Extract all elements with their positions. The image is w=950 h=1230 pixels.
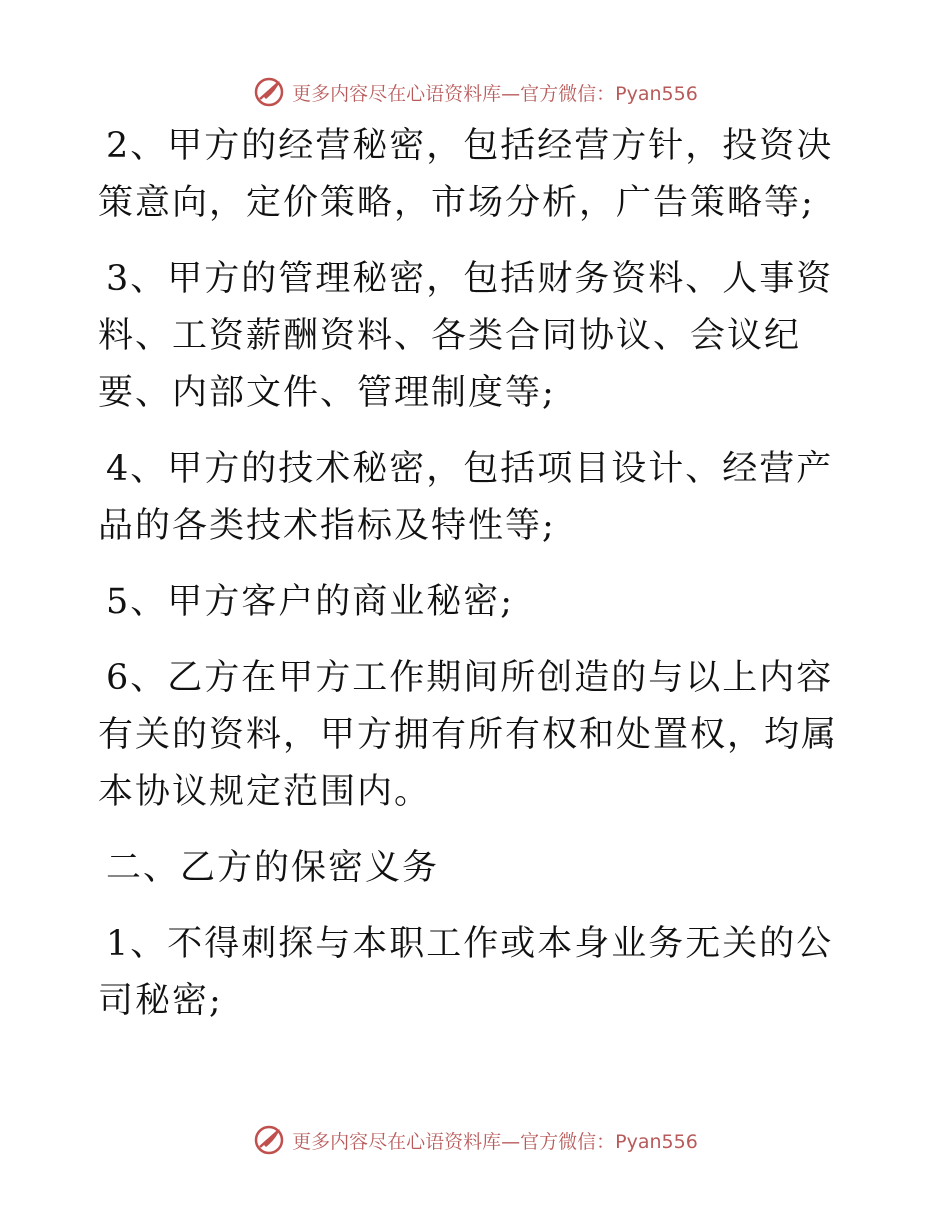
paragraph-item: 4、甲方的技术秘密，包括项目设计、经营产品的各类技术指标及特性等; xyxy=(98,449,834,546)
paragraph-item: 2、甲方的经营秘密，包括经营方针，投资决策意向，定价策略，市场分析，广告策略等; xyxy=(98,126,834,223)
header-watermark xyxy=(0,72,950,112)
quill-logo-icon xyxy=(252,1123,286,1157)
watermark-text: 更多内容尽在心语资料库—官方微信：Pyan556 xyxy=(292,1130,698,1153)
document-body xyxy=(98,118,853,1049)
section-heading: 二、乙方的保密义务 xyxy=(106,848,440,888)
paragraph-item: 6、乙方在甲方工作期间所创造的与以上内容有关的资料，甲方拥有所有权和处置权，均属本协议规定范围内。 xyxy=(98,658,839,812)
paragraph-item: 1、不得刺探与本职工作或本身业务无关的公司秘密; xyxy=(98,924,834,1021)
paragraph-item: 3、甲方的管理秘密，包括财务资料、人事资料、工资薪酬资料、各类合同协议、会议纪要、内部文件、管理制度等; xyxy=(98,259,834,413)
footer-watermark xyxy=(0,1120,950,1160)
paragraph-item: 5、甲方客户的商业秘密; xyxy=(106,582,515,622)
watermark-text: 更多内容尽在心语资料库—官方微信：Pyan556 xyxy=(292,82,698,105)
quill-logo-icon xyxy=(252,75,286,109)
